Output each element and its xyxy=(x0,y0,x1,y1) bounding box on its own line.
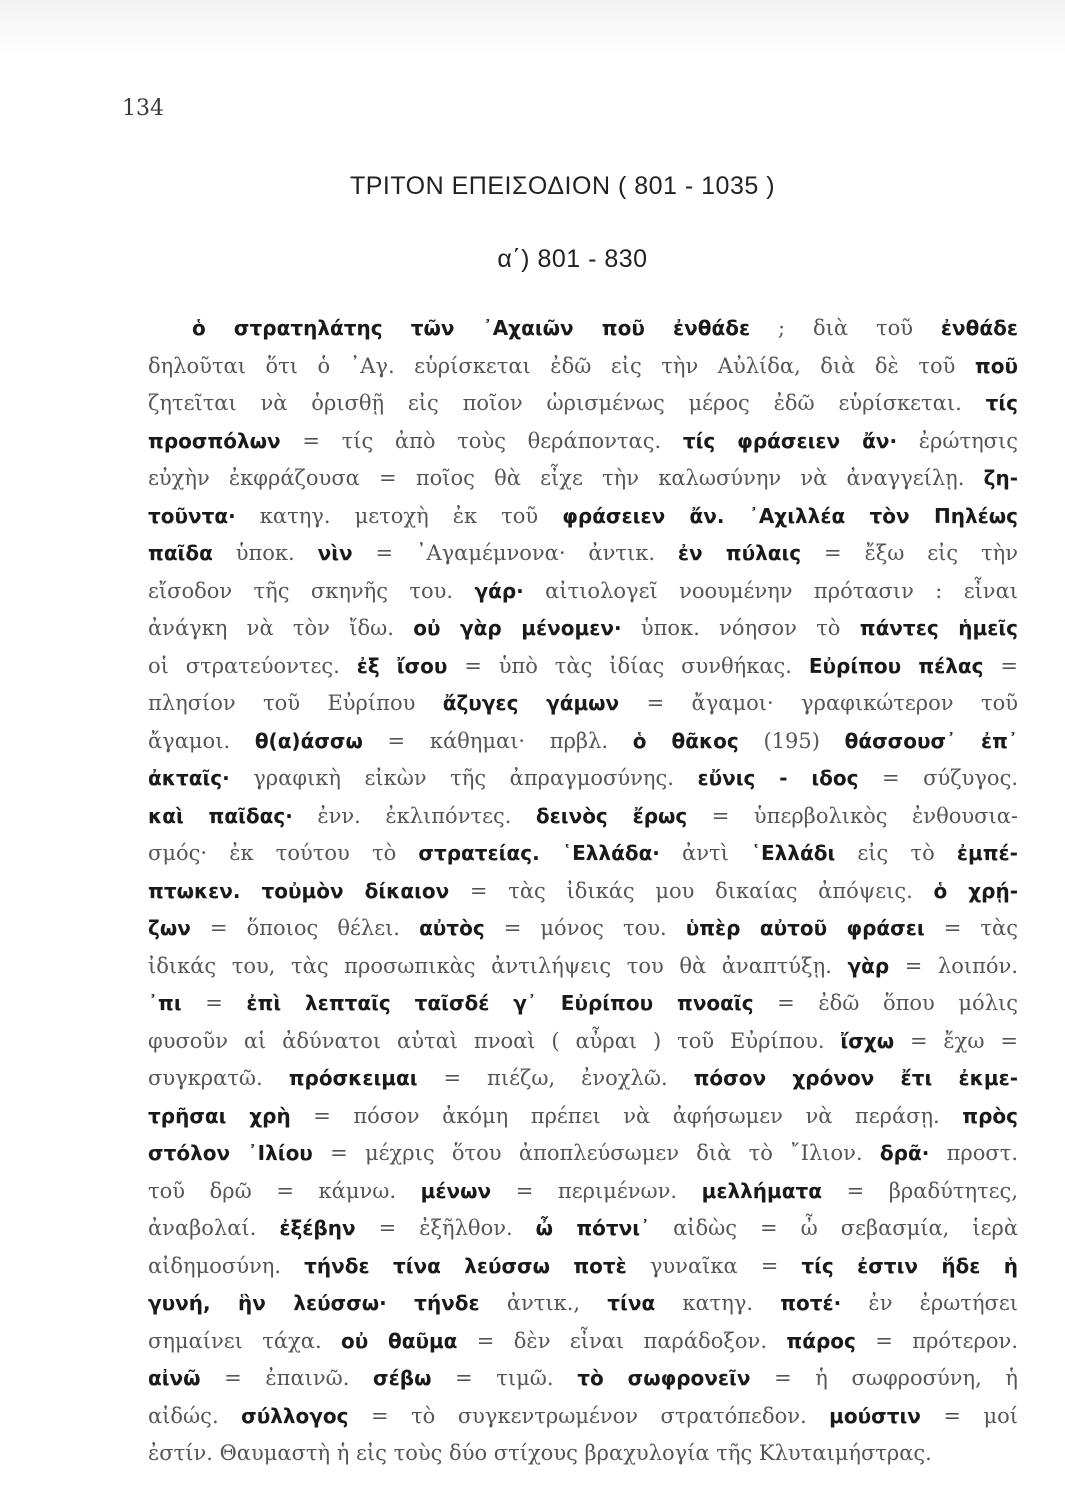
lemma-term: ἐξ ἴσου xyxy=(356,653,448,678)
gloss-text: συγκρατῶ. xyxy=(148,1066,289,1090)
text-line xyxy=(148,535,1018,573)
gloss-text: = xyxy=(181,991,247,1015)
gloss-text: = δὲν εἶναι παράδοξον. xyxy=(457,1328,787,1353)
gloss-text: ; διὰ τοῦ xyxy=(750,316,941,340)
gloss-text: ζητεῖται νὰ ὁρισθῇ εἰς ποῖον ὡρισμένως μέρος ἐδῶ εὑρίσκεται. xyxy=(148,391,986,415)
lemma-term: σέβω xyxy=(373,1366,432,1390)
lemma-term: εὔνις - ιδος xyxy=(697,766,859,790)
lemma-term: νὶν xyxy=(317,541,353,565)
lemma-term: ποῦ xyxy=(974,353,1018,378)
lemma-term: πρόσκειμαι xyxy=(288,1066,418,1090)
lemma-term: στόλον ᾿Ιλίου xyxy=(148,1141,313,1165)
gloss-text: = πρότερον. xyxy=(855,1328,1018,1353)
text-line xyxy=(148,873,1018,911)
page-number: 134 xyxy=(122,96,164,121)
text-line xyxy=(148,835,1018,873)
text-line xyxy=(148,685,1018,723)
text-line xyxy=(148,1285,1018,1323)
gloss-text: ἐν ἐρωτήσει xyxy=(841,1291,1018,1315)
text-line xyxy=(148,910,1018,948)
text-line xyxy=(148,1135,1018,1173)
text-line xyxy=(148,723,1018,761)
gloss-text: = ἐξῆλθον. xyxy=(355,1216,536,1240)
gloss-text: ὑποκ. νόησον τὸ xyxy=(621,616,860,640)
gloss-text: κατηγ. xyxy=(655,1291,781,1315)
commentary-text xyxy=(148,310,1018,1473)
lemma-term: αὐτὸς xyxy=(419,916,485,940)
text-line xyxy=(148,1060,1018,1098)
text-line xyxy=(148,1323,1018,1361)
lemma-term: γυνή, ἣν λεύσσω· τήνδε xyxy=(148,1291,480,1315)
lemma-term: ὁ στρατηλάτης τῶν ᾿Αχαιῶν ποῦ ἐνθάδε xyxy=(192,316,751,340)
text-line xyxy=(148,310,1018,348)
lemma-term: φράσειεν ἄν. ᾿Αχιλλέα τὸν Πηλέως xyxy=(562,503,1018,528)
lemma-term: πρὸς xyxy=(962,1103,1018,1128)
text-line xyxy=(148,1360,1018,1398)
gloss-text: σημαίνει τάχα. xyxy=(148,1328,342,1353)
subsection-heading: α΄) 801 - 830 xyxy=(497,245,648,273)
gloss-text: ἰδικάς του, τὰς προσωπικὰς ἀντιλήψεις του θὰ ἀναπτύξῃ. xyxy=(148,953,848,978)
text-line xyxy=(148,1435,1018,1473)
lemma-term: τίς φράσειεν ἄν· xyxy=(682,428,898,453)
scan-shadow xyxy=(0,0,1065,60)
lemma-term: ἄζυγες γάμων xyxy=(442,691,620,715)
gloss-text: = ᾿Αγαμέμνονα· ἀντικ. xyxy=(352,541,678,565)
gloss-text: = τὰς ἰδικάς μου δικαίας ἀπόψεις. xyxy=(449,878,934,903)
gloss-text: οἱ στρατεύοντες. xyxy=(148,653,357,678)
gloss-text: = τὰς xyxy=(924,916,1018,940)
gloss-text: = τιμῶ. xyxy=(431,1366,578,1390)
lemma-term: γὰρ xyxy=(847,953,890,978)
gloss-text: = κάθημαι· πρβλ. xyxy=(362,728,633,753)
gloss-text: (195) xyxy=(738,728,845,753)
lemma-term: μελλήματα xyxy=(701,1178,822,1203)
lemma-term: πάρος xyxy=(786,1328,856,1353)
text-line xyxy=(148,760,1018,798)
lemma-term: παῖδα xyxy=(148,541,213,565)
text-line xyxy=(148,798,1018,836)
text-line xyxy=(148,948,1018,986)
text-line xyxy=(148,1173,1018,1211)
gloss-text: ἀντικ., xyxy=(479,1291,608,1315)
gloss-text: ἄγαμοι. xyxy=(148,728,255,753)
gloss-text: = ἡ σωφροσύνη, ἡ xyxy=(750,1366,1018,1390)
gloss-text: αἰδὼς = ὦ σεβασμία, ἱερὰ xyxy=(650,1216,1019,1240)
lemma-term: ἐμπέ- xyxy=(956,841,1018,865)
gloss-text: = ἔχω = xyxy=(894,1028,1018,1053)
lemma-term: τὸ σωφρονεῖν xyxy=(577,1366,751,1390)
lemma-term: πάντες ἡμεῖς xyxy=(859,616,1018,640)
lemma-term: γάρ· xyxy=(474,578,524,603)
gloss-text: = λοιπόν. xyxy=(889,953,1018,978)
lemma-term: σύλλογος xyxy=(241,1403,349,1428)
gloss-text: ἀνάγκη νὰ τὸν ἴδω. xyxy=(148,616,414,640)
lemma-term: θάσσουσ᾿ ἐπ᾿ xyxy=(844,728,1018,753)
lemma-term: στρατείας. ῾Ελλάδα· xyxy=(418,841,660,865)
gloss-text: = ἄγαμοι· γραφικώτερον τοῦ xyxy=(619,691,1018,715)
lemma-term: ζων xyxy=(148,916,191,940)
text-line xyxy=(148,1023,1018,1061)
gloss-text: = ἐπαινῶ. xyxy=(200,1366,374,1390)
gloss-text: ἐρώτησις xyxy=(897,428,1018,453)
lemma-term: τοῦντα· xyxy=(148,503,236,528)
text-line xyxy=(148,573,1018,611)
gloss-text: = μόνος του. xyxy=(484,916,686,940)
lemma-term: ὑπὲρ αὐτοῦ φράσει xyxy=(685,916,925,940)
gloss-text: = περιμένων. xyxy=(491,1178,702,1203)
gloss-text: τοῦ δρῶ = κάμνω. xyxy=(148,1178,421,1203)
gloss-text: = μέχρις ὅτου ἀποπλεύσωμεν διὰ τὸ ῎Ιλιον. xyxy=(312,1141,880,1165)
lemma-term: ποτέ· xyxy=(780,1291,842,1315)
gloss-text: = ὑπὸ τὰς ἰδίας συνθήκας. xyxy=(447,653,809,678)
lemma-term: αἰνῶ xyxy=(148,1366,201,1390)
gloss-text: κατηγ. μετοχὴ ἐκ τοῦ xyxy=(235,503,563,528)
gloss-text: ἀναβολαί. xyxy=(148,1216,280,1240)
text-line xyxy=(148,1210,1018,1248)
lemma-term: ὁ θᾶκος xyxy=(632,728,739,753)
gloss-text: ἐνν. ἐκλιπόντες. xyxy=(292,803,536,828)
lemma-term: δεινὸς ἔρως xyxy=(535,803,688,828)
lemma-term: ἐξέβην xyxy=(279,1216,356,1240)
lemma-term: ἐπὶ λεπταῖς ταῖσδέ γ᾿ Εὐρίπου πνοαῖς xyxy=(246,991,754,1015)
lemma-term: θ(α)άσσω xyxy=(254,728,363,753)
lemma-term: ὦ πότνι᾿ xyxy=(535,1216,651,1240)
gloss-text: = βραδύτητες, xyxy=(822,1178,1018,1203)
text-line xyxy=(148,1248,1018,1286)
lemma-term: ἐνθάδε xyxy=(940,316,1018,340)
text-line xyxy=(148,1398,1018,1436)
lemma-term: οὐ γὰρ μένομεν· xyxy=(413,616,622,640)
gloss-text: γυναῖκα = xyxy=(626,1253,802,1278)
lemma-term: τίνα xyxy=(607,1291,656,1315)
gloss-text: ἀντὶ xyxy=(659,841,752,865)
lemma-term: ἀκταῖς· xyxy=(148,766,230,790)
lemma-term: τίς ἐστιν ἥδε ἡ xyxy=(801,1253,1019,1278)
gloss-text: = σύζυγος. xyxy=(858,766,1019,790)
lemma-term: τίς xyxy=(985,391,1018,415)
lemma-term: ὁ χρῄ- xyxy=(933,878,1018,903)
text-line xyxy=(148,498,1018,536)
gloss-text: εἴσοδον τῆς σκηνῆς του. xyxy=(148,578,475,603)
gloss-text: εὐχὴν ἐκφράζουσα = ποῖος θὰ εἶχε τὴν καλωσύνην νὰ ἀναγγείλῃ. xyxy=(148,466,984,490)
lemma-term: ἐν πύλαις xyxy=(677,541,802,565)
text-line xyxy=(148,648,1018,686)
text-line xyxy=(148,385,1018,423)
lemma-term: τρῆσαι χρὴ xyxy=(148,1103,291,1128)
gloss-text: = τίς ἀπὸ τοὺς θεράποντας. xyxy=(280,428,683,453)
lemma-term: καὶ παῖδας· xyxy=(148,803,293,828)
gloss-text: = τὸ συγκεντρωμένον στρατόπεδον. xyxy=(348,1403,830,1428)
gloss-text: = ὅποιος θέλει. xyxy=(190,916,420,940)
gloss-text: αἰτιολογεῖ νοουμένην πρότασιν : εἶναι xyxy=(523,578,1018,603)
lemma-term: μούστιν xyxy=(829,1403,921,1428)
text-line xyxy=(148,423,1018,461)
lemma-term: προσπόλων xyxy=(148,428,281,453)
gloss-text: ἐστίν. Θαυμαστὴ ἡ εἰς τοὺς δύο στίχους βραχυλογία τῆς Κλυταιμήστρας. xyxy=(148,1441,932,1465)
gloss-text: αἰδημοσύνη. xyxy=(148,1253,305,1278)
gloss-text: = πιέζω, ἐνοχλῶ. xyxy=(417,1066,694,1090)
lemma-term: ζη- xyxy=(983,466,1018,490)
section-heading: ΤΡΙΤΟΝ ΕΠΕΙΣΟΔΙΟΝ ( 801 - 1035 ) xyxy=(349,172,776,200)
gloss-text: φυσοῦν αἱ ἀδύνατοι αὐταὶ πνοαὶ ( αὖραι ) τοῦ Εὐρίπου. xyxy=(148,1028,841,1053)
gloss-text: = ἔξω εἰς τὴν xyxy=(801,541,1018,565)
text-line xyxy=(148,348,1018,386)
gloss-text: = πόσον ἀκόμη πρέπει νὰ ἀφήσωμεν νὰ περάσῃ. xyxy=(290,1103,963,1128)
lemma-term: πόσον χρόνον ἔτι ἐκμε- xyxy=(693,1066,1018,1090)
lemma-term: πτωκεν. τοὐμὸν δίκαιον xyxy=(148,878,450,903)
gloss-text: γραφικὴ εἰκὼν τῆς ἀπραγμοσύνης. xyxy=(229,766,698,790)
gloss-text: = ὑπερβολικὸς ἐνθουσια- xyxy=(687,803,1018,828)
gloss-text: σμός· ἐκ τούτου τὸ xyxy=(148,841,419,865)
gloss-text: προστ. xyxy=(929,1141,1019,1165)
lemma-term: ᾿πι xyxy=(148,991,182,1015)
gloss-text: αἰδώς. xyxy=(148,1403,242,1428)
lemma-term: οὐ θαῦμα xyxy=(341,1328,458,1353)
gloss-text: = ἐδῶ ὅπου μόλις xyxy=(753,991,1019,1015)
gloss-text: = μοί xyxy=(920,1403,1018,1428)
lemma-term: μένων xyxy=(420,1178,492,1203)
text-line xyxy=(148,1098,1018,1136)
gloss-text: = xyxy=(983,653,1018,678)
text-line xyxy=(148,610,1018,648)
lemma-term: Εὐρίπου πέλας xyxy=(808,653,984,678)
text-line xyxy=(148,460,1018,498)
lemma-term: ῾Ελλάδι xyxy=(751,841,836,865)
gloss-text: δηλοῦται ὅτι ὁ ᾿Αγ. εὑρίσκεται ἐδῶ εἰς τὴν Αὐλίδα, διὰ δὲ τοῦ xyxy=(148,353,975,378)
lemma-term: τήνδε τίνα λεύσσω ποτὲ xyxy=(304,1253,627,1278)
gloss-text: εἰς τὸ xyxy=(835,841,957,865)
lemma-term: ἴσχω xyxy=(840,1028,895,1053)
lemma-term: δρᾶ· xyxy=(879,1141,930,1165)
gloss-text: πλησίον τοῦ Εὐρίπου xyxy=(148,691,443,715)
text-line xyxy=(148,985,1018,1023)
gloss-text: ὑποκ. xyxy=(212,541,318,565)
